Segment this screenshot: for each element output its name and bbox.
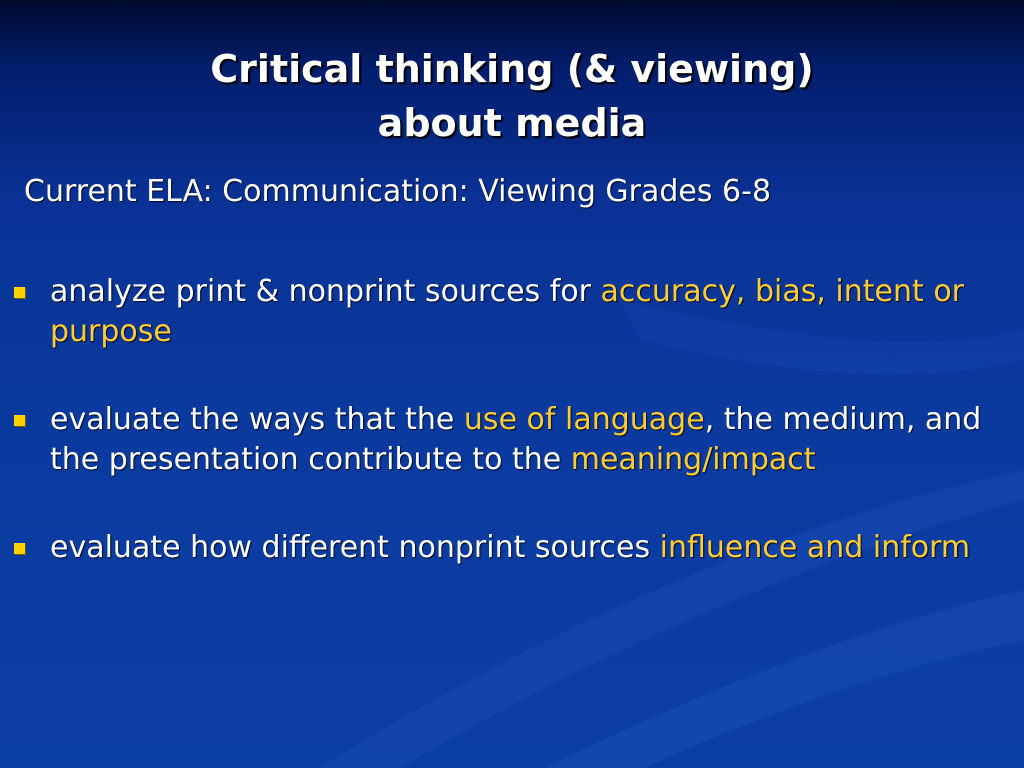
square-bullet-icon: [14, 287, 25, 298]
bullet-item-influence: [14, 528, 1014, 568]
title-line-1: Critical thinking (& viewing): [210, 47, 814, 91]
slide-title: [0, 42, 1024, 150]
highlight-text: accuracy, bias, intent or purpose: [50, 274, 965, 349]
bullet-text: evaluate how different nonprint sources: [50, 530, 660, 565]
square-bullet-icon: [14, 415, 25, 426]
bullet-list: [14, 272, 1014, 616]
slide-subtitle: Current ELA: Communication: Viewing Grades 6-8: [24, 174, 772, 209]
bullet-text: analyze print & nonprint sources for: [50, 274, 601, 309]
highlight-text: meaning/impact: [570, 442, 816, 477]
highlight-text: influence and inform: [659, 530, 971, 565]
title-line-2: about media: [377, 101, 647, 145]
bullet-item-language: [14, 400, 1014, 480]
bullet-item-accuracy: [14, 272, 1014, 352]
bullet-text: evaluate the ways that the: [50, 402, 464, 437]
square-bullet-icon: [14, 543, 25, 554]
highlight-text: use of language: [463, 402, 705, 437]
bullet-text: , the medium, and the presentation contribute to the: [50, 402, 982, 477]
